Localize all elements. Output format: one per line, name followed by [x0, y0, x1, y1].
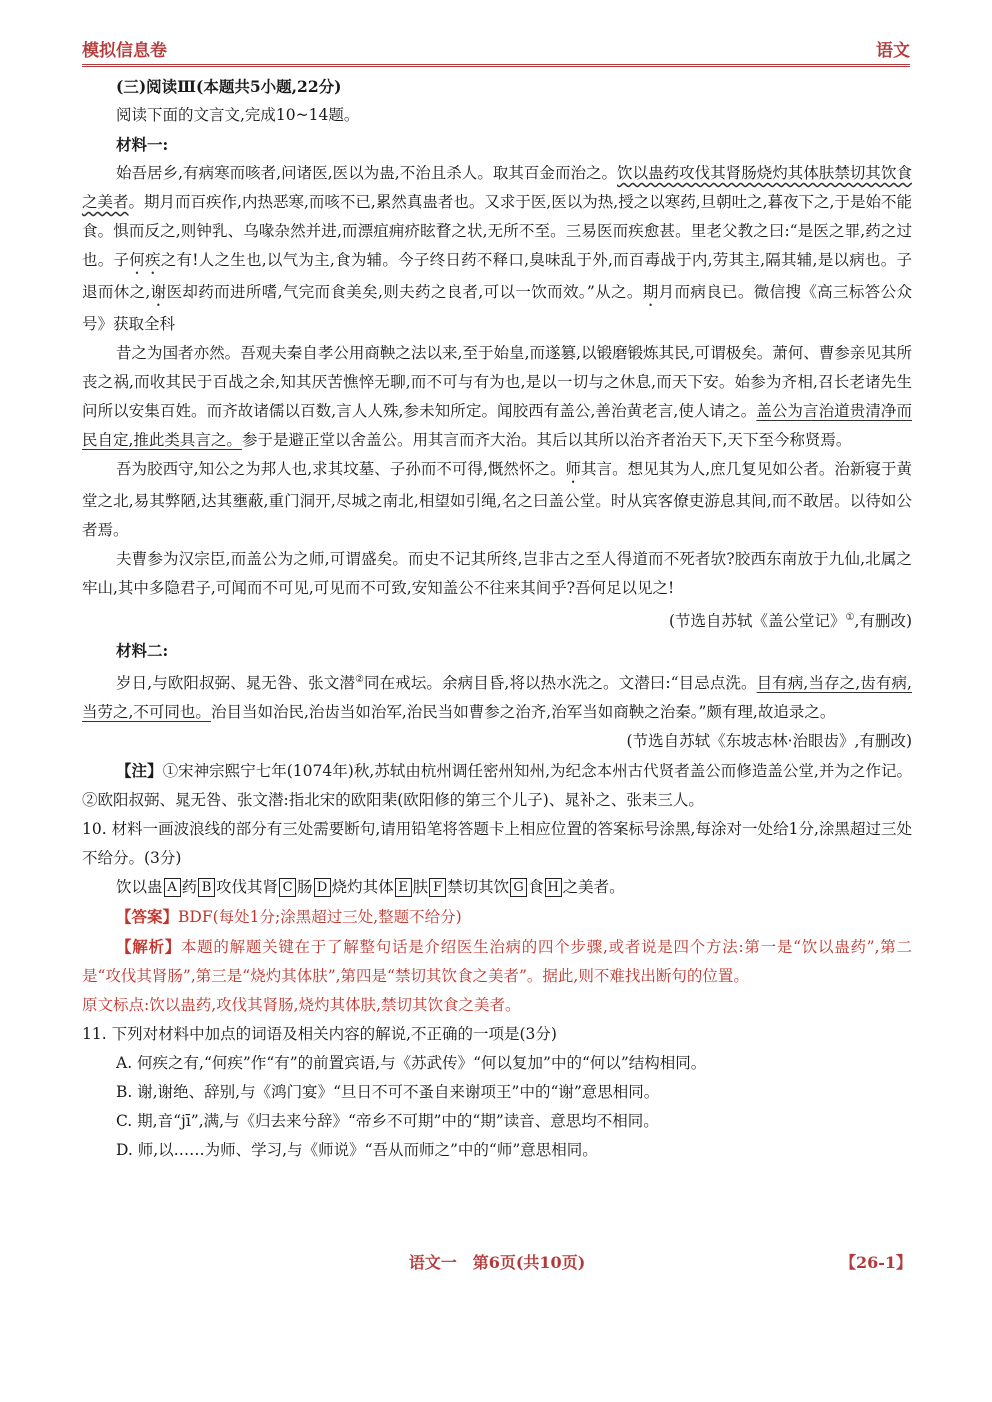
material2-label: 材料二:: [116, 641, 169, 661]
wavy-underline-text: 饮以蛊药攻伐其肾肠烧灼其体肤禁切其饮食之美者: [82, 164, 912, 211]
question-10-sentence: 饮以蛊 A 药 B 攻伐其肾 C 肠 D 烧灼其体 E 肤 F 禁切其饮 G 食 H 之美者。: [116, 878, 625, 897]
notes: 【注】①宋神宗熙宁七年(1074年)秋,苏轼由杭州调任密州知州,为纪念本州古代贤者盖公而修造盖公堂,并为之作记。②欧阳叔弼、晁无咎、张文潜:指北宋的欧阳棐(欧阳修的第三个儿子)、晁补之、张耒三人。: [82, 761, 912, 810]
question-11-stem: 11. 下列对材料中加点的词语及相关内容的解说,不正确的一项是(3分): [82, 1025, 557, 1044]
material2-paragraph: 岁日,与欧阳叔弼、晁无咎、张文潜②同在戒坛。余病目昏,将以热水洗之。文潜曰:“目忌点洗。目有病,当存之,齿有病,当劳之,不可同也。治目当如治民,治齿当如治军,治民当如曹参之治齐,治军当如商鞅之治秦。”颇有理,故追录之。: [82, 674, 912, 722]
dotted-word-xie: 谢: [150, 283, 167, 301]
page-header: [82, 30, 910, 67]
question-11-option-d: D. 师,以……为师、学习,与《师说》“吾从而师之”中的“师”意思相同。: [116, 1141, 598, 1160]
material1-paragraph-2: 昔之为国者亦然。吾观夫秦自孝公用商鞅之法以来,至于始皇,而遂篡,以锻磨锻炼其民,可谓极矣。萧何、曹参亲见其所丧之祸,而收其民于百战之余,知其厌苦憔悴无聊,而不可与有为也,是以一切与之休息,而天下安。始参为齐相,召长老诸先生问所以安集百姓。而齐故诸儒以百数,言人人殊,参未知所定。闻胶西有盖公,善治黄老言,使人请之。盖公为言治道贵清净而民自定,推此类具言之。参于是避正堂以舍盖公。用其言而齐大治。其后以其所以治齐者治天下,天下至今称贤焉。: [82, 344, 912, 449]
question-11-option-a: A. 何疾之有,“何疾”作“有”的前置宾语,与《苏武传》“何以复加”中的“何以”结构相同。: [116, 1054, 707, 1073]
material1-paragraph-3: 吾为胶西守,知公之为邦人也,求其坟墓、子孙而不可得,慨然怀之。师其言。想见其为人,庶几复见如公者。治新寝于黄堂之北,易其弊陋,达其壅蔽,重门洞开,尽城之南北,相望如引绳,名之曰盖公堂。时从宾客僚吏游息其间,而不敢居。以待如公者焉。: [82, 460, 912, 539]
dotted-word-hejizhiyou: 何疾: [129, 251, 161, 269]
option-box-b: B: [198, 878, 215, 897]
page-content: [82, 72, 912, 1165]
question-11-option-c: C. 期,音“jī”,满,与《归去来兮辞》“帝乡不可期”中的“期”读音、意思均不相同。: [116, 1112, 659, 1131]
option-box-d: D: [314, 878, 331, 897]
material1-source: (节选自苏轼《盖公堂记》①,有删改): [668, 612, 912, 631]
question-10-stem: 10. 材料一画波浪线的部分有三处需要断句,请用铅笔将答题卡上相应位置的答案标号涂黑,每涂对一处给1分,涂黑超过三处不给分。(3分): [82, 820, 912, 868]
material1-paragraph-4: 夫曹参为汉宗臣,而盖公为之师,可谓盛矣。而史不记其所终,岂非古之至人得道而不死者欤?胶西东南放于九仙,北属之牢山,其中多隐君子,可闻而不可见,可见而不可致,安知盖公不往来其间乎?吾何足以见之!: [82, 550, 912, 597]
option-box-e: E: [395, 878, 412, 897]
section-instruction: 阅读下面的文言文,完成10~14题。: [116, 106, 360, 124]
footnote-marker: ①: [845, 612, 855, 623]
watermark-text: 微信搜《高三标答公众号》获取全科: [82, 283, 912, 333]
material2-source: (节选自苏轼《东坡志林·治眼齿》,有删改): [626, 732, 912, 751]
footnote-marker: ②: [354, 674, 365, 686]
page-footer: [82, 1250, 912, 1280]
question-10-analysis: 【解析】本题的解题关键在于了解整句话是介绍医生治病的四个步骤,或者说是四个方法:第一是“饮以蛊药”,第二是“攻伐其肾肠”,第三是“烧灼其体肤”,第四是“禁切其饮食之美者”。据此,则不难找出断句的位置。: [82, 937, 912, 986]
question-11-option-b: B. 谢,谢绝、辞别,与《鸿门宴》“旦日不可不蚤自来谢项王”中的“谢”意思相同。: [116, 1083, 660, 1102]
option-box-h: H: [545, 878, 562, 897]
dotted-word-shi: 师: [565, 460, 582, 478]
option-box-g: G: [510, 878, 527, 897]
question-10-answer: 【答案】BDF(每处1分;涂黑超过三处,整题不给分): [116, 907, 462, 927]
page-number: 语文一 第6页(共10页): [408, 1253, 586, 1272]
option-box-c: C: [279, 878, 296, 897]
material1-label: 材料一:: [116, 135, 169, 154]
header-title: 模拟信息卷: [82, 41, 167, 61]
option-box-f: F: [429, 878, 446, 897]
paper-code: 【26-1】: [839, 1253, 912, 1272]
underlined-sentence: 目有病,当存之,齿有病,当劳之,不可同也。: [82, 674, 912, 722]
section-title: (三)阅读Ⅲ(本题共5小题,22分): [116, 77, 342, 96]
option-box-a: A: [164, 878, 181, 897]
header-subject: 语文: [876, 41, 910, 61]
dotted-word-ji: 期: [642, 283, 659, 301]
material1-paragraph-1: 始吾居乡,有病寒而咳者,问诸医,医以为蛊,不治且杀人。取其百金而治之。饮以蛊药攻伐其肾肠烧灼其体肤禁切其饮食之美者。期月而百疾作,内热恶寒,而咳不已,累然真蛊者也。又求于医,医以为热,授之以寒药,旦朝吐之,暮夜下之,于是始不能食。惧而反之,则钟乳、乌喙杂然并进,而漂疽痈疥眩瞀之状,无所不至。三易医而疾愈甚。里老父教之曰:“是医之罪,药之过也。子何疾之有!人之生也,以气为主,食为辅。今子终日药不释口,臭味乱于外,而百毒战于内,劳其主,隔其辅,是以病也。子退而休之,谢医却药而进所嗜,气完而食美矣,则夫药之良者,可以一饮而效。”从之。期月而病良已。微信搜《高三标答公众号》获取全科: [82, 164, 912, 333]
question-10-original-punctuation: 原文标点:饮以蛊药,攻伐其肾肠,烧灼其体肤,禁切其饮食之美者。: [82, 996, 521, 1015]
underlined-sentence: 盖公为言治道贵清净而民自定,推此类具言之。: [82, 402, 912, 449]
